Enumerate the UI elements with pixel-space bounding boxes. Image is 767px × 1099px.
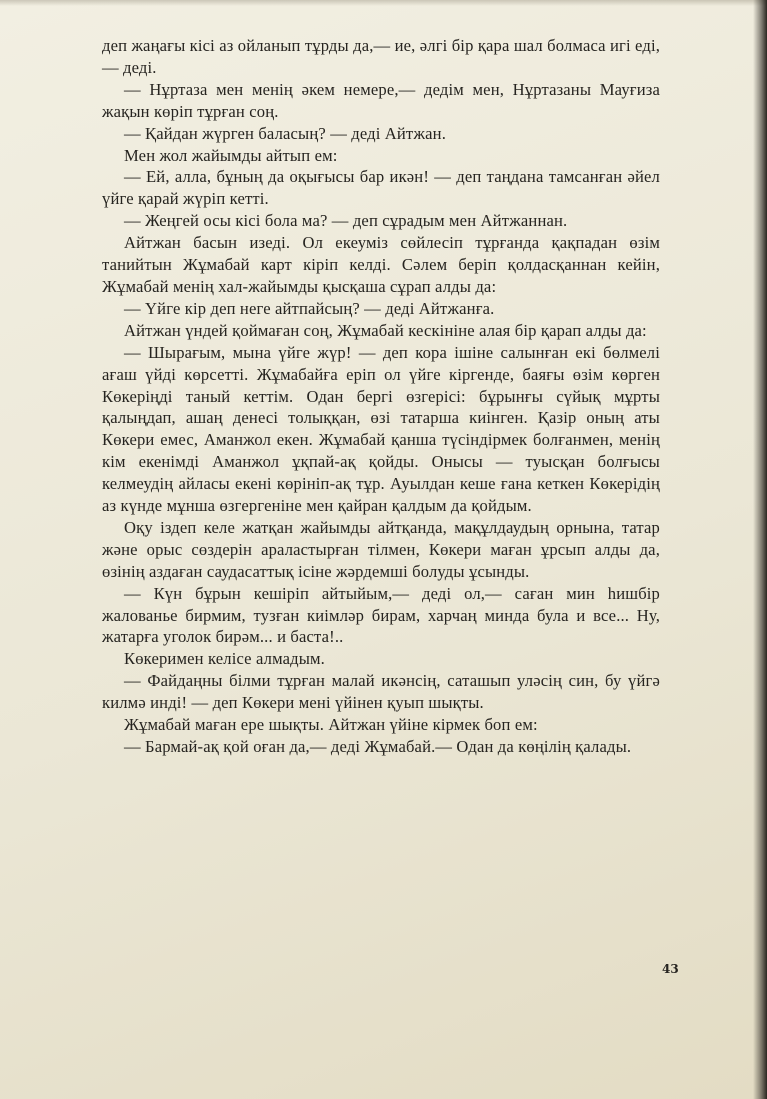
page-number: 43 <box>662 962 679 976</box>
page-binding-shadow <box>753 0 767 1099</box>
paragraph: Көкеримен келісе алмадым. <box>124 649 325 669</box>
paragraph: Айтжан басын изеді. Ол екеуміз сөйлесіп тұрғанда қақпадан өзім танийтын Жұмабай карт кіріп келді. Сәлем беріп қолдасқаннан кейін, Жұмабай менің хал-жайымды қысқаша сұрап алды да: <box>102 233 660 296</box>
paragraph: — Жеңгей осы кісі бола ма? — деп сұрадым мен Айтжаннан. <box>124 211 568 231</box>
paragraph: Айтжан үндей қоймаған соң, Жұмабай кескініне алая бір қарап алды да: <box>124 320 647 340</box>
body-text <box>102 35 660 758</box>
paragraph: Оқу іздеп келе жатқан жайымды айтқанда, мақұлдаудың орнына, татар және орыс сөздерін араластырған тілмен, Көкери маған ұрсып алды да, өзінің аздаған саудасаттық ісіне жәрдемші болуды ұсынды. <box>102 517 660 581</box>
paragraph: — Шырағым, мына үйге жүр! — деп кора ішіне салынған екі бөлмелі ағаш үйді көрсетті. Жұмабайға еріп ол үйге кіргенде, баяғы өзім көрген Көкеріңді таный кеттім. Одан бергі өзгерісі: бұрынғы сүйық мұрты қалыңдап, ашаң денесі толыққан, өзі татарша киінген. Қазір оның аты Көкери емес, Аманжол екен. Жұмабай қанша түсіндірмек болғанмен, менің кім екенімді Аманжол ұқпай-ақ қойды. Онысы — туысқан болғысы келмеудің айласы екені көрініп-ақ тұр. Ауылдан кеше ғана кеткен Көкерідің аз күнде мұнша өзгергеніне мен қайран қалдым да қойдым. <box>102 342 660 516</box>
paragraph: — Қайдан жүрген баласың? — деді Айтжан. <box>124 123 446 143</box>
paragraph: — Бармай-ақ қой оған да,— деді Жұмабай.— Одан да көңілің қалады. <box>124 737 632 756</box>
paragraph: — Үйге кір деп неге айтпайсың? — деді Айтжанға. <box>124 298 495 318</box>
paragraph: Жұмабай маған ере шықты. Айтжан үйіне кірмек боп ем: <box>124 715 538 735</box>
paragraph: — Күн бұрын кешіріп айтыйым,— деді ол,— саған мин һишбір жалованье бирмим, тузған киімләр бирам, харчаң минда була и все... Ну, жатарға уголок бирәм... и баста!.. <box>102 583 660 647</box>
paragraph: — Файдаңны білми тұрған малай икәнсің, саташып уләсің син, бу үйгә килмә инді! — деп Көкери мені үйінен қуып шықты. <box>102 671 660 713</box>
paragraph: Мен жол жайымды айтып ем: <box>124 145 338 165</box>
paragraph: деп жаңағы кісі аз ойланып тұрды да,— ие, әлгі бір қара шал болмаса игі еді,— деді. <box>102 36 660 77</box>
page-top-shadow <box>0 0 767 6</box>
paragraph: — Ей, алла, бұның да оқығысы бар икән! — деп таңдана тамсанған әйел үйге қарай жүріп кетті. <box>102 167 660 209</box>
paragraph: — Нұртаза мен менің әкем немере,— дедім мен, Нұртазаны Мауғиза жақын көріп тұрған соң. <box>102 79 660 121</box>
